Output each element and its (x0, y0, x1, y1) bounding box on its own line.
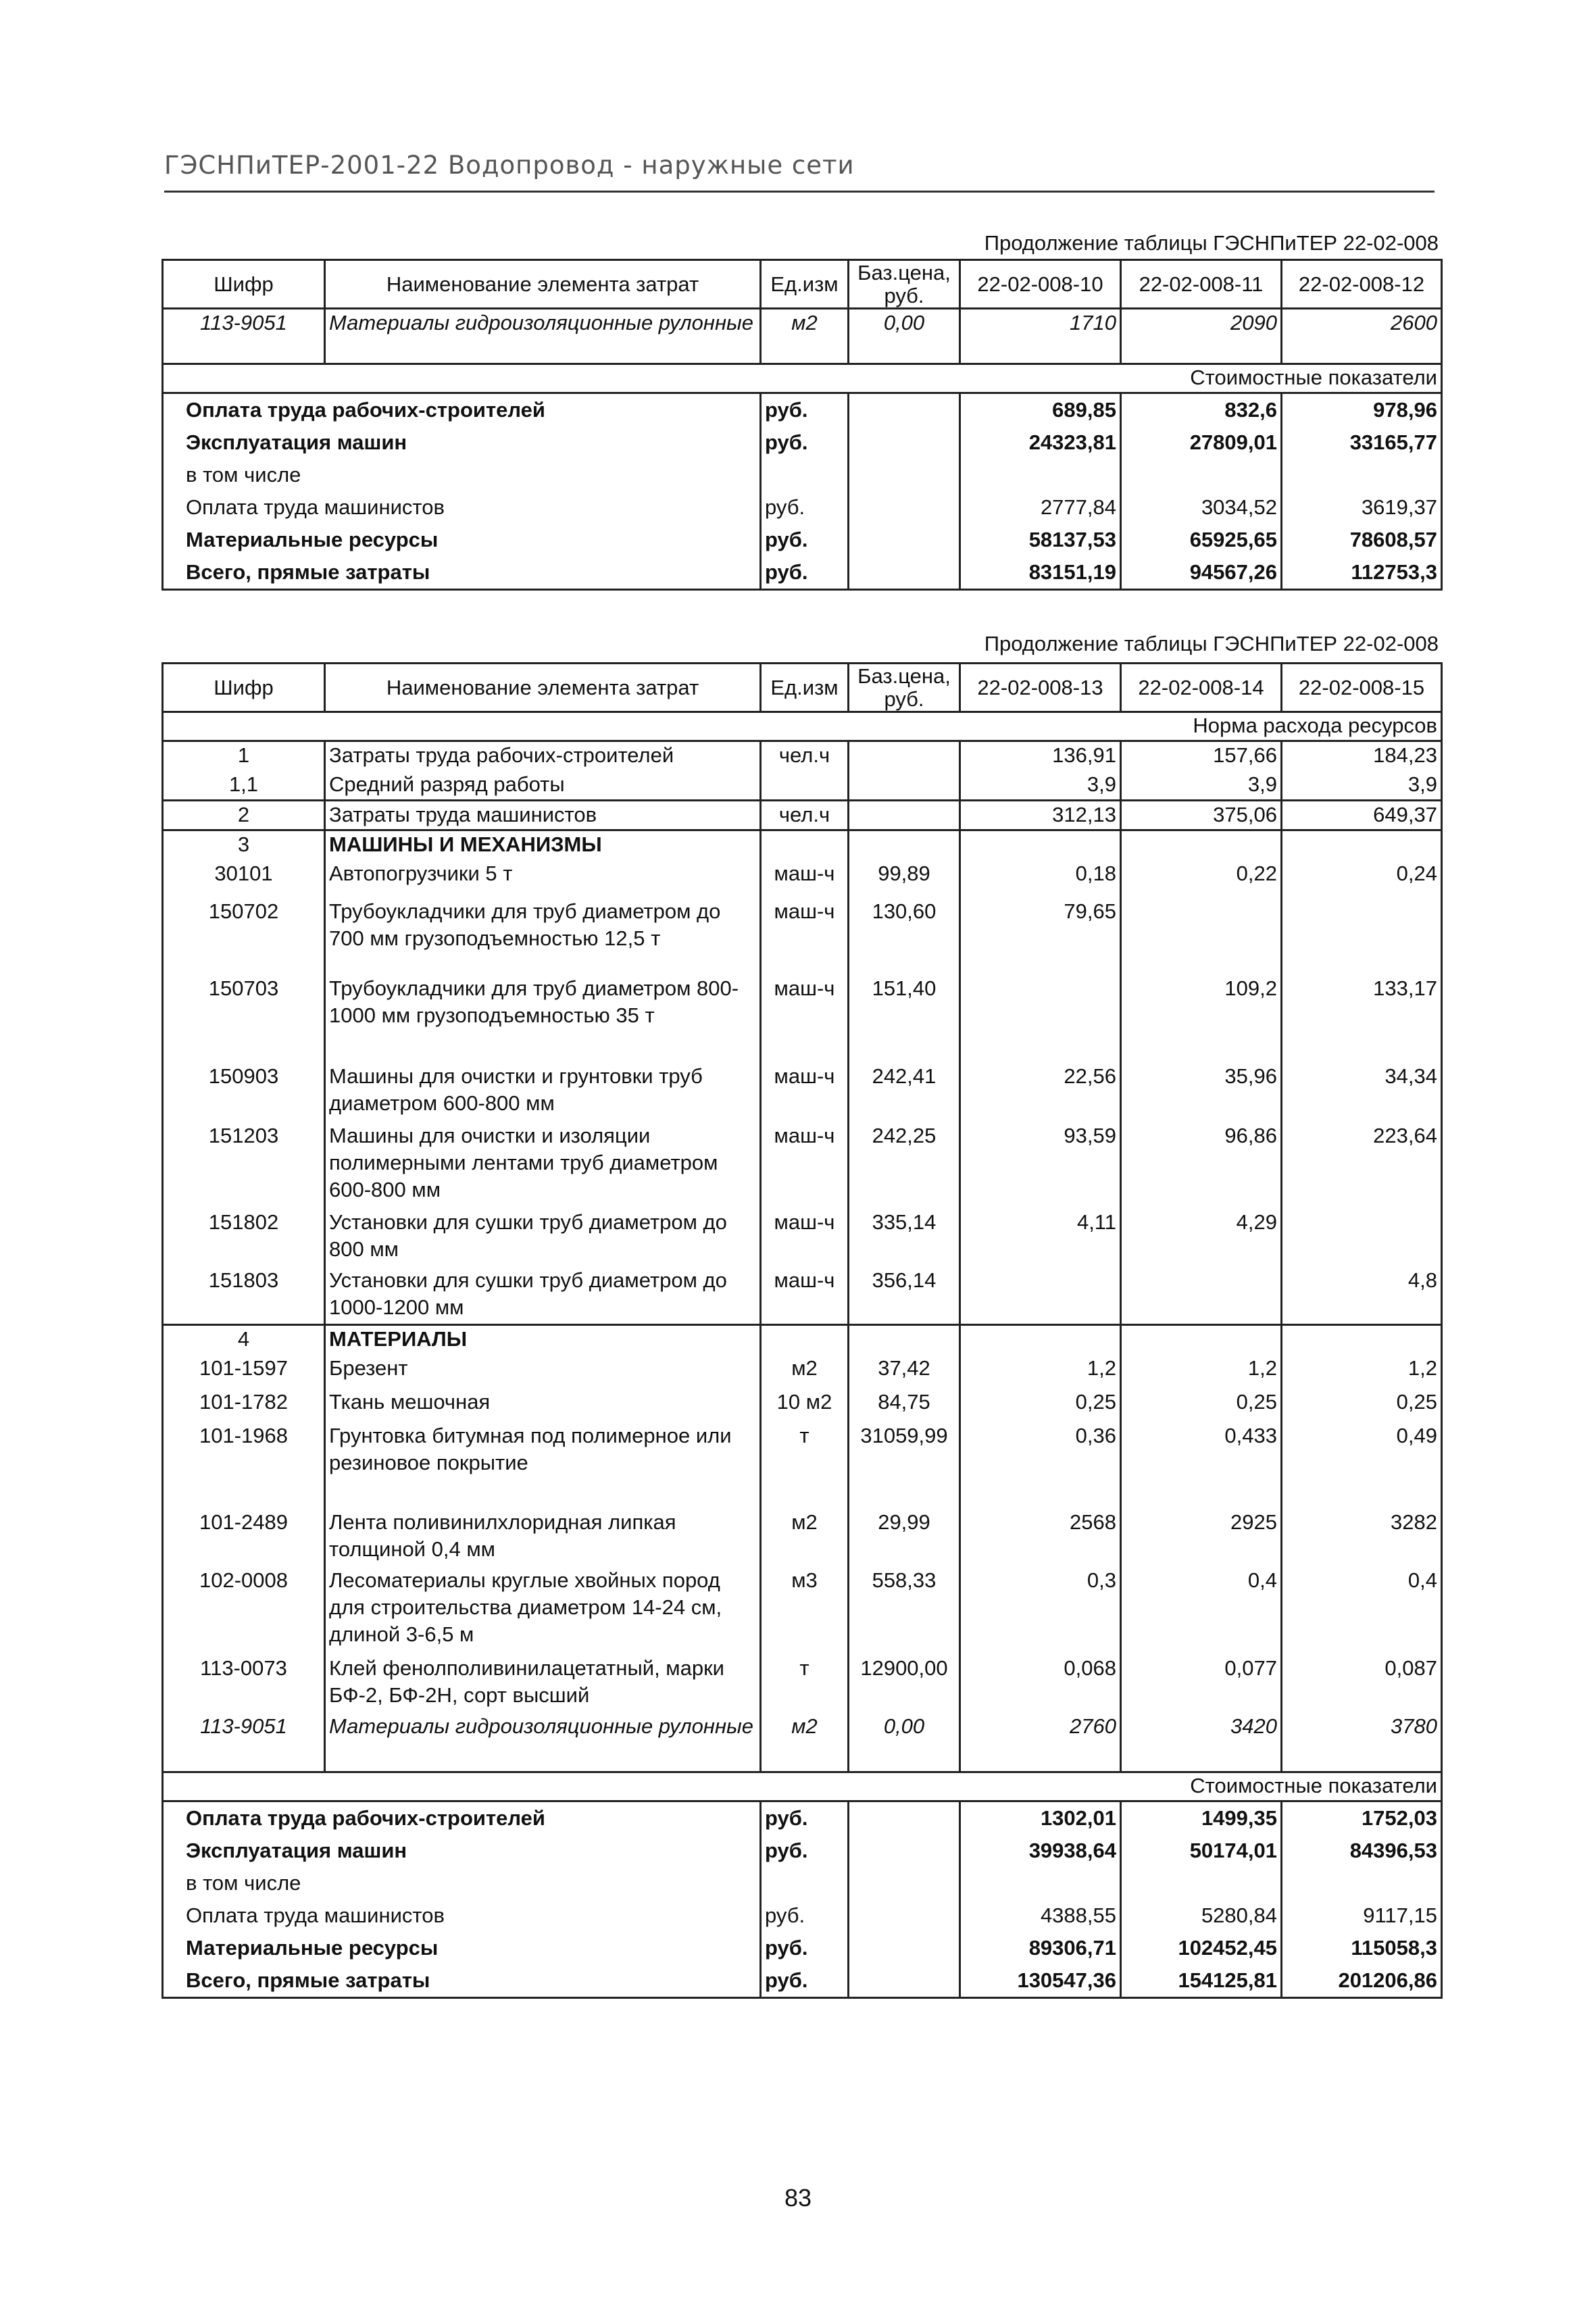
row-name: Материалы гидроизоляционные рулонные (325, 1713, 761, 1772)
cost-value-3: 84396,53 (1282, 1835, 1442, 1867)
row-code: 150702 (163, 898, 325, 975)
cost-value-1: 89306,71 (960, 1932, 1121, 1964)
row-value-1: 79,65 (960, 898, 1121, 975)
row-unit: т (761, 1422, 849, 1509)
cost-value-1: 689,85 (960, 393, 1121, 427)
cost-label: Всего, прямые затраты (163, 556, 761, 590)
table-row (163, 1355, 1442, 1389)
row-name: Затраты труда рабочих-строителей (325, 741, 761, 771)
cost-value-3 (1282, 459, 1442, 491)
cost-label: Всего, прямые затраты (163, 1964, 761, 1998)
row-unit: м3 (761, 1567, 849, 1655)
row-value-2: 96,86 (1121, 1122, 1282, 1209)
row-price (849, 741, 960, 771)
cost-price-blank (849, 393, 960, 427)
row-value-2: 3,9 (1121, 771, 1282, 801)
cost-price-blank (849, 524, 960, 556)
header-rule (164, 191, 1435, 193)
cost-unit (761, 1867, 849, 1899)
row-value-2: 375,06 (1121, 801, 1282, 830)
row-value-1: 136,91 (960, 741, 1121, 771)
cost-value-2: 102452,45 (1121, 1932, 1282, 1964)
table-row (163, 1655, 1442, 1713)
cost-unit: руб. (761, 1899, 849, 1932)
row-code: 3 (163, 830, 325, 860)
table1-caption: Продолжение таблицы ГЭСНПиТЕР 22-02-008 (984, 231, 1439, 255)
row-value-1: 0,18 (960, 860, 1121, 898)
col-name-header: Наименование элемента затрат (325, 260, 761, 309)
norm-banner-row (163, 712, 1442, 741)
row-value-3: 184,23 (1282, 741, 1442, 771)
row-price: 356,14 (849, 1267, 960, 1325)
cost-unit: руб. (761, 426, 849, 459)
section-heading: МАТЕРИАЛЫ (325, 1325, 761, 1355)
row-code: 101-1968 (163, 1422, 325, 1509)
row-price: 0,00 (849, 309, 960, 364)
row-value-1: 0,36 (960, 1422, 1121, 1509)
row-price: 0,00 (849, 1713, 960, 1772)
row-value-3 (1282, 830, 1442, 860)
table-row (163, 1509, 1442, 1567)
table-row (163, 741, 1442, 771)
cost-value-3: 1752,03 (1282, 1801, 1442, 1835)
col-code-2: 22-02-008-14 (1121, 664, 1282, 712)
col-unit-header: Ед.изм (761, 260, 849, 309)
cost-value-3: 978,96 (1282, 393, 1442, 427)
row-value-3: 0,49 (1282, 1422, 1442, 1509)
row-price: 12900,00 (849, 1655, 960, 1713)
row-value-3: 2600 (1282, 309, 1442, 364)
row-name: Машины для очистки и изоляции полимерными лентами труб диаметром 600-800 мм (325, 1122, 761, 1209)
cost-value-1 (960, 459, 1121, 491)
table-row (163, 1209, 1442, 1267)
table-row (163, 1122, 1442, 1209)
col-name-header: Наименование элемента затрат (325, 664, 761, 712)
row-price: 151,40 (849, 975, 960, 1063)
row-price: 99,89 (849, 860, 960, 898)
row-value-3: 3780 (1282, 1713, 1442, 1772)
cost-label: в том числе (163, 1867, 761, 1899)
cost-row (163, 426, 1442, 459)
cost-price-blank (849, 1899, 960, 1932)
section-heading: МАШИНЫ И МЕХАНИЗМЫ (325, 830, 761, 860)
cost-price-blank (849, 1835, 960, 1867)
cost-label: в том числе (163, 459, 761, 491)
row-name: Ткань мешочная (325, 1389, 761, 1422)
row-value-1: 0,25 (960, 1389, 1121, 1422)
table-row (163, 860, 1442, 898)
row-name: Установки для сушки труб диаметром до 800 мм (325, 1209, 761, 1267)
row-value-2 (1121, 830, 1282, 860)
table2 (161, 662, 1443, 1999)
row-value-1 (960, 830, 1121, 860)
row-value-1: 1710 (960, 309, 1121, 364)
row-name: Грунтовка битумная под полимерное или резиновое покрытие (325, 1422, 761, 1509)
cost-value-2 (1121, 459, 1282, 491)
row-price: 335,14 (849, 1209, 960, 1267)
table1 (161, 259, 1443, 591)
cost-value-1: 2777,84 (960, 491, 1121, 524)
cost-value-1: 1302,01 (960, 1801, 1121, 1835)
col-unit-header: Ед.изм (761, 664, 849, 712)
row-value-3: 3282 (1282, 1509, 1442, 1567)
row-name: Автопогрузчики 5 т (325, 860, 761, 898)
row-unit: маш-ч (761, 898, 849, 975)
cost-title: Стоимостные показатели (163, 1772, 1442, 1801)
cost-value-2: 94567,26 (1121, 556, 1282, 590)
row-value-3: 0,087 (1282, 1655, 1442, 1713)
row-price (849, 830, 960, 860)
row-value-3 (1282, 898, 1442, 975)
row-unit: маш-ч (761, 860, 849, 898)
cost-price-blank (849, 1867, 960, 1899)
row-value-3: 3,9 (1282, 771, 1442, 801)
col-code-header: Шифр (163, 664, 325, 712)
table2-header-row (163, 664, 1442, 712)
row-unit: маш-ч (761, 1209, 849, 1267)
row-unit: чел.ч (761, 741, 849, 771)
row-value-3: 1,2 (1282, 1355, 1442, 1389)
col-code-3: 22-02-008-15 (1282, 664, 1442, 712)
row-name: Трубоукладчики для труб диаметром 800-1000 мм грузоподъемностью 35 т (325, 975, 761, 1063)
cost-price-blank (849, 491, 960, 524)
cost-value-3: 78608,57 (1282, 524, 1442, 556)
row-price (849, 801, 960, 830)
row-unit: 10 м2 (761, 1389, 849, 1422)
row-name: Средний разряд работы (325, 771, 761, 801)
cost-value-1: 4388,55 (960, 1899, 1121, 1932)
cost-row (163, 1867, 1442, 1899)
row-unit: маш-ч (761, 1267, 849, 1325)
table2-caption: Продолжение таблицы ГЭСНПиТЕР 22-02-008 (984, 632, 1439, 655)
row-code: 101-1597 (163, 1355, 325, 1389)
cost-row (163, 556, 1442, 590)
cost-value-3 (1282, 1867, 1442, 1899)
cost-value-2: 3034,52 (1121, 491, 1282, 524)
col-code-2: 22-02-008-11 (1121, 260, 1282, 309)
cost-label: Оплата труда рабочих-строителей (163, 393, 761, 427)
row-name: Затраты труда машинистов (325, 801, 761, 830)
row-name: Трубоукладчики для труб диаметром до 700 мм грузоподъемностью 12,5 т (325, 898, 761, 975)
cost-label: Оплата труда машинистов (163, 1899, 761, 1932)
cost-value-3: 112753,3 (1282, 556, 1442, 590)
col-code-3: 22-02-008-12 (1282, 260, 1442, 309)
row-value-1 (960, 975, 1121, 1063)
cost-value-1: 83151,19 (960, 556, 1121, 590)
row-value-1: 312,13 (960, 801, 1121, 830)
table-row (163, 1713, 1442, 1772)
row-value-3: 0,24 (1282, 860, 1442, 898)
row-value-2: 35,96 (1121, 1063, 1282, 1122)
cost-value-2: 50174,01 (1121, 1835, 1282, 1867)
row-code: 2 (163, 801, 325, 830)
row-code: 4 (163, 1325, 325, 1355)
cost-value-3: 33165,77 (1282, 426, 1442, 459)
row-price: 242,41 (849, 1063, 960, 1122)
cost-value-3: 201206,86 (1282, 1964, 1442, 1998)
row-value-3: 133,17 (1282, 975, 1442, 1063)
row-price: 29,99 (849, 1509, 960, 1567)
section-heading-row (163, 830, 1442, 860)
cost-unit: руб. (761, 556, 849, 590)
cost-value-2: 154125,81 (1121, 1964, 1282, 1998)
row-code: 1 (163, 741, 325, 771)
row-value-1 (960, 1267, 1121, 1325)
row-value-2: 0,4 (1121, 1567, 1282, 1655)
cost-banner-row (163, 1772, 1442, 1801)
row-value-2: 1,2 (1121, 1355, 1282, 1389)
cost-value-2: 1499,35 (1121, 1801, 1282, 1835)
table-row (163, 1389, 1442, 1422)
row-value-1 (960, 1325, 1121, 1355)
cost-label: Оплата труда машинистов (163, 491, 761, 524)
row-price (849, 771, 960, 801)
cost-value-2: 27809,01 (1121, 426, 1282, 459)
cost-unit: руб. (761, 1801, 849, 1835)
section-heading-row (163, 1325, 1442, 1355)
table1-header-row (163, 260, 1442, 309)
row-price: 558,33 (849, 1567, 960, 1655)
cost-value-1 (960, 1867, 1121, 1899)
row-value-3: 34,34 (1282, 1063, 1442, 1122)
cost-price-blank (849, 556, 960, 590)
cost-title: Стоимостные показатели (163, 364, 1442, 393)
row-value-1: 2760 (960, 1713, 1121, 1772)
row-value-3 (1282, 1209, 1442, 1267)
row-value-2: 3420 (1121, 1713, 1282, 1772)
row-value-3: 649,37 (1282, 801, 1442, 830)
cost-label: Материальные ресурсы (163, 524, 761, 556)
row-value-2 (1121, 898, 1282, 975)
row-value-3: 4,8 (1282, 1267, 1442, 1325)
row-value-2: 2090 (1121, 309, 1282, 364)
cost-price-blank (849, 1801, 960, 1835)
row-value-1: 93,59 (960, 1122, 1121, 1209)
row-value-2 (1121, 1325, 1282, 1355)
table-row (163, 1267, 1442, 1325)
row-value-1: 1,2 (960, 1355, 1121, 1389)
cost-price-blank (849, 1932, 960, 1964)
row-code: 101-1782 (163, 1389, 325, 1422)
table-row (163, 1063, 1442, 1122)
row-price: 84,75 (849, 1389, 960, 1422)
row-unit: т (761, 1655, 849, 1713)
row-unit: м2 (761, 1355, 849, 1389)
cost-row (163, 1835, 1442, 1867)
cost-unit: руб. (761, 1964, 849, 1998)
row-value-1: 4,11 (960, 1209, 1121, 1267)
cost-unit: руб. (761, 393, 849, 427)
cost-unit: руб. (761, 491, 849, 524)
cost-value-1: 58137,53 (960, 524, 1121, 556)
row-value-2: 157,66 (1121, 741, 1282, 771)
col-code-1: 22-02-008-10 (960, 260, 1121, 309)
cost-row (163, 524, 1442, 556)
cost-unit: руб. (761, 524, 849, 556)
row-value-2: 109,2 (1121, 975, 1282, 1063)
row-unit: маш-ч (761, 1063, 849, 1122)
row-value-1: 3,9 (960, 771, 1121, 801)
col-code-header: Шифр (163, 260, 325, 309)
col-price-header: Баз.цена, руб. (849, 664, 960, 712)
row-unit (761, 830, 849, 860)
row-code: 150703 (163, 975, 325, 1063)
cost-row (163, 1899, 1442, 1932)
cost-price-blank (849, 1964, 960, 1998)
cost-value-1: 130547,36 (960, 1964, 1121, 1998)
row-code: 1,1 (163, 771, 325, 801)
cost-value-1: 24323,81 (960, 426, 1121, 459)
row-value-2: 0,25 (1121, 1389, 1282, 1422)
cost-value-2 (1121, 1867, 1282, 1899)
cost-price-blank (849, 459, 960, 491)
cost-price-blank (849, 426, 960, 459)
table-row (163, 771, 1442, 801)
cost-row (163, 393, 1442, 427)
row-code: 30101 (163, 860, 325, 898)
row-price: 37,42 (849, 1355, 960, 1389)
norm-title: Норма расхода ресурсов (163, 712, 1442, 741)
cost-row (163, 459, 1442, 491)
row-name: Машины для очистки и грунтовки труб диаметром 600-800 мм (325, 1063, 761, 1122)
row-code: 150903 (163, 1063, 325, 1122)
cost-value-1: 39938,64 (960, 1835, 1121, 1867)
row-unit: м2 (761, 309, 849, 364)
cost-value-2: 832,6 (1121, 393, 1282, 427)
table-row (163, 898, 1442, 975)
row-value-3: 223,64 (1282, 1122, 1442, 1209)
row-value-2: 0,077 (1121, 1655, 1282, 1713)
row-name: Брезент (325, 1355, 761, 1389)
table-row (163, 975, 1442, 1063)
row-value-2 (1121, 1267, 1282, 1325)
row-code: 151802 (163, 1209, 325, 1267)
row-name: Материалы гидроизоляционные рулонные (325, 309, 761, 364)
row-code: 102-0008 (163, 1567, 325, 1655)
row-value-2: 0,22 (1121, 860, 1282, 898)
cost-value-2: 5280,84 (1121, 1899, 1282, 1932)
row-code: 101-2489 (163, 1509, 325, 1567)
col-code-1: 22-02-008-13 (960, 664, 1121, 712)
col-price-header: Баз.цена, руб. (849, 260, 960, 309)
row-value-1: 2568 (960, 1509, 1121, 1567)
cost-unit: руб. (761, 1835, 849, 1867)
row-unit: маш-ч (761, 1122, 849, 1209)
row-unit: маш-ч (761, 975, 849, 1063)
cost-row (163, 491, 1442, 524)
row-unit: чел.ч (761, 801, 849, 830)
row-code: 113-9051 (163, 309, 325, 364)
row-unit: м2 (761, 1713, 849, 1772)
table-row (163, 1567, 1442, 1655)
row-name: Установки для сушки труб диаметром до 1000-1200 мм (325, 1267, 761, 1325)
row-unit (761, 1325, 849, 1355)
document-running-header: ГЭСНПиТЕР-2001-22 Водопровод - наружные сети (164, 151, 855, 180)
page-number: 83 (784, 2184, 812, 2212)
cost-label: Оплата труда рабочих-строителей (163, 1801, 761, 1835)
cost-banner-row (163, 364, 1442, 393)
row-value-2: 0,433 (1121, 1422, 1282, 1509)
row-value-3 (1282, 1325, 1442, 1355)
cost-row (163, 1964, 1442, 1998)
table-row (163, 1422, 1442, 1509)
row-value-1: 0,068 (960, 1655, 1121, 1713)
cost-value-3: 115058,3 (1282, 1932, 1442, 1964)
row-name: Лента поливинилхлоридная липкая толщиной 0,4 мм (325, 1509, 761, 1567)
row-price (849, 1325, 960, 1355)
cost-row (163, 1932, 1442, 1964)
row-code: 113-9051 (163, 1713, 325, 1772)
row-price: 31059,99 (849, 1422, 960, 1509)
row-value-2: 4,29 (1121, 1209, 1282, 1267)
row-code: 113-0073 (163, 1655, 325, 1713)
row-name: Клей фенолполивинилацетатный, марки БФ-2, БФ-2Н, сорт высший (325, 1655, 761, 1713)
cost-value-3: 3619,37 (1282, 491, 1442, 524)
cost-unit (761, 459, 849, 491)
row-unit: м2 (761, 1509, 849, 1567)
row-price: 130,60 (849, 898, 960, 975)
table-row (163, 801, 1442, 830)
row-value-3: 0,25 (1282, 1389, 1442, 1422)
cost-value-3: 9117,15 (1282, 1899, 1442, 1932)
cost-label: Материальные ресурсы (163, 1932, 761, 1964)
row-value-2: 2925 (1121, 1509, 1282, 1567)
cost-value-2: 65925,65 (1121, 524, 1282, 556)
cost-label: Эксплуатация машин (163, 1835, 761, 1867)
cost-label: Эксплуатация машин (163, 426, 761, 459)
row-value-1: 22,56 (960, 1063, 1121, 1122)
row-code: 151803 (163, 1267, 325, 1325)
cost-row (163, 1801, 1442, 1835)
cost-unit: руб. (761, 1932, 849, 1964)
row-price: 242,25 (849, 1122, 960, 1209)
row-value-3: 0,4 (1282, 1567, 1442, 1655)
row-value-1: 0,3 (960, 1567, 1121, 1655)
row-unit (761, 771, 849, 801)
table-row (163, 309, 1442, 364)
row-code: 151203 (163, 1122, 325, 1209)
row-name: Лесоматериалы круглые хвойных пород для строительства диаметром 14-24 см, длиной 3-6,5 м (325, 1567, 761, 1655)
